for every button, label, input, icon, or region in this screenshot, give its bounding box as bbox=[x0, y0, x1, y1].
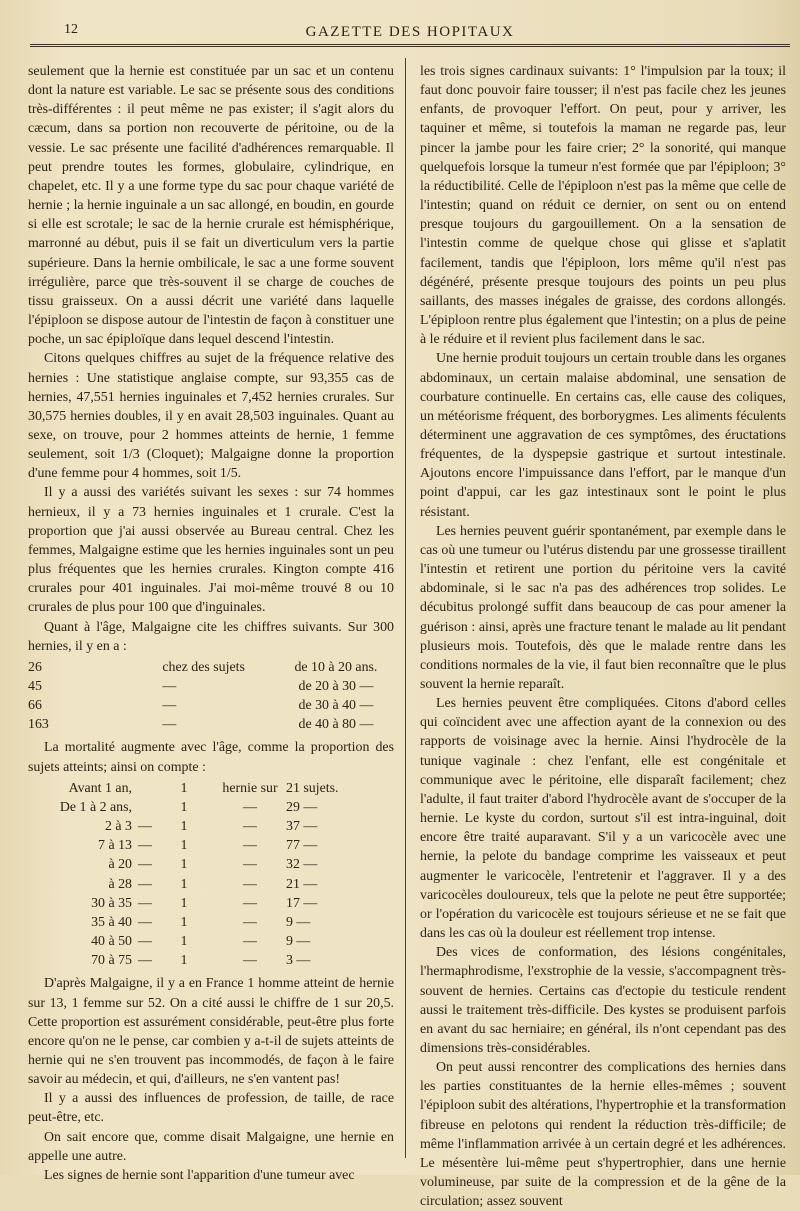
table-cell: 37 — bbox=[286, 819, 318, 835]
table-cell: — bbox=[138, 934, 152, 950]
table-cell: 7 à 13 bbox=[98, 838, 132, 854]
table-cell: 45 bbox=[28, 679, 42, 694]
mortality-table-row bbox=[28, 932, 394, 951]
table-cell: — bbox=[138, 953, 152, 969]
table-cell: — bbox=[243, 914, 257, 930]
mortality-table-row bbox=[28, 894, 394, 913]
left-column bbox=[28, 62, 394, 1185]
table-cell: 40 à 50 bbox=[91, 934, 132, 950]
table-cell: 1 bbox=[180, 799, 188, 815]
paragraph: Les signes de hernie sont l'apparition d'une tumeur avec bbox=[44, 1167, 355, 1183]
paragraph: Citons quelques chiffres au sujet de la fréquence relative des hernies : Une statistique anglaise compte, sur 93,355 cas de hernies, 47,551 hernies inguinales et 7,452 hernies crurales. Sur 30,575 hernies doubles, il y en avait 28,503 inguinales. Quant au sexe, on trouve, pour 2 hommes atteints de hernie, 1 femme seulement, soit 1/3 (Cloquet); Malgaigne donne la proportion d'une femme pour 4 hommes, soit 1/5. bbox=[28, 351, 394, 482]
table-cell: — bbox=[243, 934, 257, 950]
table-cell: — bbox=[138, 819, 152, 835]
table-cell: 1 bbox=[180, 934, 188, 950]
table-cell: à 28 bbox=[108, 876, 132, 892]
mortality-table-row bbox=[28, 913, 394, 932]
paragraph: Une hernie produit toujours un certain trouble dans les organes abdominaux, un certain malaise abdominal, une sensation de courbature continuelle. En certains cas, elle cause des coliques, un météorisme fréquent, des borborygmes. Les aliments féculents déterminent une aggravation de ces symptômes, des éructations fréquentes, de la dyspepsie gastrique et surtout intestinale. Ajoutons encore l'impuissance dans l'effort, par le manque d'un point d'appui, car les gaz intestinaux sont le point le plus résistant. bbox=[420, 351, 786, 520]
table-cell: à 20 bbox=[108, 857, 132, 873]
table-cell: — bbox=[243, 819, 257, 835]
paragraph: On sait encore que, comme disait Malgaigne, une hernie en appelle une autre. bbox=[28, 1129, 394, 1164]
mortality-table-row bbox=[28, 951, 394, 970]
paragraph: Quant à l'âge, Malgaigne cite les chiffres suivants. Sur 300 hernies, il y en a : bbox=[28, 619, 394, 654]
table-cell: 1 bbox=[180, 953, 188, 969]
table-cell: 17 — bbox=[286, 895, 318, 911]
journal-title: GAZETTE DES HOPITAUX bbox=[305, 24, 515, 40]
paragraph: La mortalité augmente avec l'âge, comme la proportion des sujets atteints; ainsi on compte : bbox=[28, 740, 394, 775]
table-cell: 1 bbox=[180, 819, 188, 835]
page-number: 12 bbox=[64, 22, 78, 37]
table-cell: — bbox=[243, 857, 257, 873]
paragraph: Les hernies peuvent être compliquées. Citons d'abord celles qui coïncident avec une affection ayant de la connexion ou des rapports de voisinage avec la hernie. Ainsi l'hydrocèle de la tunique vaginale : chez l'enfant, elle est congénitale et communique avec le péritoine, elle disparaît facilement; chez l'adulte, il faut traiter d'abord l'hydrocèle avant de s'occuper de la hernie. Le kyste du cordon, surtout s'il est intra-inguinal, doit encore être traité auparavant. S'il y a un varicocèle avec une hernie, la pelote du bandage comprime les vaisseaux et peut augmenter le varicocèle, l'entretenir et l'aggraver. Il y a des varicocèles douloureux, tels que la pelote ne peut être supportée; or l'opération du varicocèle est toujours sérieuse et ne se fait que dans les cas où la douleur est réellement trop intense. bbox=[420, 696, 786, 942]
table-cell: — bbox=[138, 857, 152, 873]
table-cell: 21 sujets. bbox=[286, 780, 339, 796]
table-cell: de 10 à 20 ans. bbox=[294, 659, 378, 675]
age-table-row bbox=[28, 658, 394, 677]
table-cell: De 1 à 2 ans, bbox=[59, 799, 132, 815]
paragraph: Il y a aussi des influences de profession, de taille, de race peut-être, etc. bbox=[28, 1091, 394, 1126]
paragraph: seulement que la hernie est constituée par un sac et un contenu dont la nature est variable. Le sac se présente sous des conditions très-différentes : il peut même ne pas exister; il s'agit alors du cæcum, dans sa portion non recouverte de péritoine, ou de la vessie. Le sac présente une facilité d'adhérences remarquable. Il peut prendre toutes les formes, globulaire, cylindrique, en chapelet, etc. Il y a une forme type du sac pour chaque variété de hernie ; la hernie inguinale a un sac allongé, en boudin, en gourde si elle est scrotale; le sac de la hernie crurale est hémisphérique, marronné au début, puis il se fait un diverticulum vers la partie supérieure. Dans la hernie ombilicale, le sac a une forme souvent irrégulière, parce que très-souvent il se charge de couches de tissu graisseux. On a aussi décrit une variété dans laquelle l'épiploon se dispose autour de l'intestin de façon à constituer une poche, un sac épiploïque dans lequel descend l'intestin. bbox=[28, 64, 394, 348]
table-cell: 1 bbox=[180, 780, 188, 796]
mortality-table-row bbox=[28, 836, 394, 855]
mortality-table-row bbox=[28, 779, 394, 798]
table-cell: — bbox=[162, 717, 177, 733]
table-cell: 1 bbox=[180, 876, 188, 892]
table-cell: 21 — bbox=[286, 876, 318, 892]
age-table-row bbox=[28, 696, 394, 715]
mortality-table-row bbox=[28, 875, 394, 894]
column-divider bbox=[405, 58, 406, 1158]
age-table-row bbox=[28, 715, 394, 734]
paragraph: On peut aussi rencontrer des complications des hernies dans les parties constituantes de la hernie elles-mêmes ; souvent l'épiploon subit des altérations, l'hypertrophie et la transformation fibreuse en pelotons qui rendent la réduction très-difficile; de même l'inflammation arrivée à un certain degré et les adhérences. Le mésentère lui-même peut s'hypertrophier, dans une hernie volumineuse, par suite de la compression et de la gêne de la circulation; assez souvent bbox=[420, 1060, 786, 1210]
table-cell: de 30 à 40 — bbox=[298, 698, 374, 714]
table-cell: 35 à 40 bbox=[91, 914, 132, 930]
table-cell: — bbox=[138, 895, 152, 911]
table-cell: 70 à 75 bbox=[91, 953, 132, 969]
table-cell bbox=[138, 779, 154, 798]
paragraph: les trois signes cardinaux suivants: 1° l'impulsion par la toux; il faut donc pouvoir faire tousser; il n'est pas facile chez les jeunes enfants, de provoquer l'effort. On peut, pour y arriver, les taquiner et même, si toutefois la maman ne regarde pas, leur pincer la jambe pour les faire crier; 2° la sonorité, qui manque quelquefois lorsque la tumeur n'est formée que par l'épiploon; 3° la réductibilité. Celle de l'épiploon n'est pas la même que celle de l'intestin; quand on réduit ce dernier, on sent ou on entend presque toujours du gargouillement. On a la sensation de l'intestin comme de quelque chose qui glisse et s'aplatit facilement, tandis que l'épiploon, lors même qu'il n'est pas dégénéré, présente presque toujours des points un peu plus saillants, des masses inégales de graisse, des cordons allongés. L'épiploon rentre plus également que l'intestin; on a plus de peine à le réduire et il revient plus facilement dans le sac. bbox=[420, 64, 786, 348]
mortality-table-row bbox=[28, 855, 394, 874]
mortality-table-row bbox=[28, 798, 394, 817]
table-cell: 9 — bbox=[286, 934, 311, 950]
table-cell: — bbox=[243, 895, 257, 911]
table-cell: chez des sujets bbox=[162, 659, 245, 675]
right-column bbox=[420, 62, 786, 1211]
table-cell: 3 — bbox=[286, 953, 311, 969]
table-cell: — bbox=[243, 799, 257, 815]
mortality-table-row bbox=[28, 817, 394, 836]
table-cell: de 40 à 80 — bbox=[298, 717, 374, 733]
table-cell: 1 bbox=[180, 857, 188, 873]
age-table-row bbox=[28, 677, 394, 696]
table-cell: — bbox=[243, 876, 257, 892]
table-cell: 66 bbox=[28, 698, 42, 714]
table-cell: 9 — bbox=[286, 914, 311, 930]
table-cell: — bbox=[243, 953, 257, 969]
age-table bbox=[28, 658, 394, 735]
paragraph: Les hernies peuvent guérir spontanément, par exemple dans le cas où une tumeur ou l'utérus distendu par une grossesse tiraillent l'intestin et retirent une portion du péritoine vers la cavité abdominale, si le sac n'a pas des adhérences trop solides. Le décubitus prolongé suffit dans beaucoup de cas pour amener la guérison : ainsi, après une fracture tenant le malade au lit pendant plusieurs mois. Toutefois, dès que le malade rentre dans les conditions normales de la vie, il faut bien reconnaître que le plus souvent la hernie reparaît. bbox=[420, 523, 786, 692]
table-cell: 1 bbox=[180, 838, 188, 854]
table-cell: hernie sur bbox=[222, 780, 278, 796]
page-header bbox=[30, 18, 790, 47]
table-cell: — bbox=[138, 838, 152, 854]
table-cell: de 20 à 30 — bbox=[298, 679, 374, 694]
table-cell: 30 à 35 bbox=[91, 895, 132, 911]
table-cell: 2 à 3 bbox=[104, 819, 132, 835]
table-cell: 1 bbox=[180, 895, 188, 911]
table-cell: 29 — bbox=[286, 799, 318, 815]
mortality-table bbox=[28, 779, 394, 971]
table-cell: Avant 1 an, bbox=[68, 780, 132, 796]
table-cell: 77 — bbox=[286, 838, 318, 854]
paragraph: Il y a aussi des variétés suivant les sexes : sur 74 hommes hernieux, il y a 73 hernies inguinales et 1 crurale. C'est la proportion que j'ai aussi observée au Bureau central. Chez les femmes, Malgaigne estime que les hernies inguinales sont un peu plus fréquentes que les hernies crurales. Kington compte 416 crurales pour 401 inguinales. J'ai moi-même trouvé 8 ou 10 crurales de plus pour 100 que d'inguinales. bbox=[28, 485, 394, 616]
table-cell: 163 bbox=[28, 717, 49, 733]
table-cell: 26 bbox=[28, 659, 42, 675]
table-cell: — bbox=[162, 698, 177, 714]
table-cell: 32 — bbox=[286, 857, 318, 873]
table-cell: — bbox=[162, 679, 177, 694]
paragraph: D'après Malgaigne, il y a en France 1 homme atteint de hernie sur 13, 1 femme sur 52. On a cité aussi le chiffre de 1 sur 20,5. Cette proportion est assurément considérable, peut-être plus forte encore qu'on ne le pense, car combien y a-t-il de sujets atteints de hernie qui ne s'en trouvent pas incommodés, de façon à le faire savoir au médecin, et qui, d'ailleurs, ne s'en vantent pas! bbox=[28, 976, 394, 1088]
table-cell: — bbox=[243, 838, 257, 854]
table-cell bbox=[138, 798, 154, 817]
paragraph: Des vices de conformation, des lésions congénitales, l'hermaphrodisme, l'exstrophie de la vessie, s'accompagnent très-souvent de hernies. Certains cas d'ectopie du testicule rendent aussi le traitement très-difficile. Des kystes se produisent parfois en avant du sac herniaire; en général, ils n'ont cependant pas des dimensions très-considérables. bbox=[420, 945, 786, 1056]
table-cell: 1 bbox=[180, 914, 188, 930]
table-cell: — bbox=[138, 914, 152, 930]
table-cell: — bbox=[138, 876, 152, 892]
